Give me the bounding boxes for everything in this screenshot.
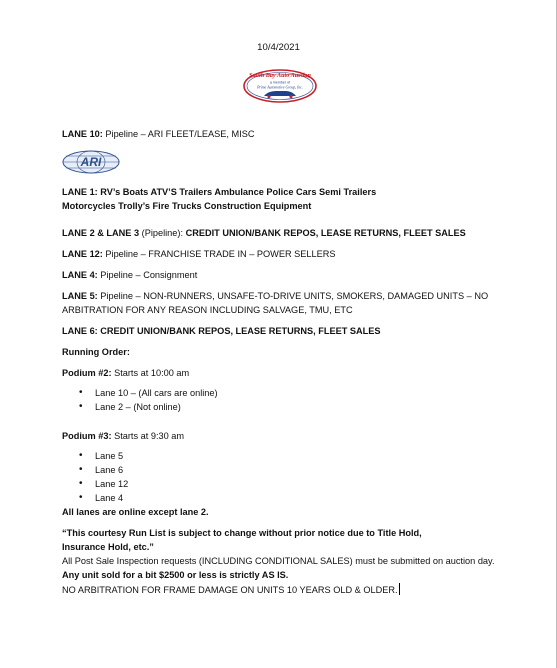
podium-2-item: • Lane 2 – (Not online) <box>95 401 181 413</box>
ari-logo <box>62 150 120 174</box>
podium-3-item: • Lane 6 <box>95 464 123 476</box>
podium-2-line: Podium #2: Starts at 10:00 am <box>62 368 190 378</box>
lane-1-line-1: LANE 1: RV’s Boats ATV’S Trailers Ambulance Police Cars Semi Trailers <box>62 187 377 197</box>
svg-text:a member of: a member of <box>269 80 291 85</box>
podium-3-line: Podium #3: Starts at 9:30 am <box>62 431 185 441</box>
svg-text:South Bay Auto Auction: South Bay Auto Auction <box>249 72 311 79</box>
lane-12-line: LANE 12: Pipeline – FRANCHISE TRADE IN – POWER SELLERS <box>62 249 336 259</box>
lane-4-line: LANE 4: Pipeline – Consignment <box>62 270 198 280</box>
courtesy-notice-line-1: “This courtesy Run List is subject to change without prior notice due to Title Hold, <box>62 528 422 538</box>
lane-10-line: LANE 10: Pipeline – ARI FLEET/LEASE, MISC <box>62 129 255 139</box>
podium-3-item: • Lane 12 <box>95 478 128 490</box>
document-date: 10/4/2021 <box>257 42 300 53</box>
lane-5-line-2: ARBITRATION FOR ANY REASON INCLUDING SALVAGE, TMU, ETC <box>62 305 353 315</box>
svg-text:ARI: ARI <box>80 155 102 169</box>
lane-1-line-2: Motorcycles Trolly’s Fire Trucks Construction Equipment <box>62 201 312 211</box>
all-lanes-online-note: All lanes are online except lane 2. <box>62 507 209 517</box>
podium-2-item: • Lane 10 – (All cars are online) <box>95 387 218 399</box>
svg-text:Prime Automotive Group, Inc.: Prime Automotive Group, Inc. <box>257 85 303 90</box>
podium-3-item: • Lane 4 <box>95 492 123 504</box>
text-cursor <box>399 583 400 595</box>
lane-5-line-1: LANE 5: Pipeline – NON-RUNNERS, UNSAFE-TO-DRIVE UNITS, SMOKERS, DAMAGED UNITS – NO <box>62 291 489 301</box>
lane-2-3-line: LANE 2 & LANE 3 (Pipeline): CREDIT UNION/BANK REPOS, LEASE RETURNS, FLEET SALES <box>62 228 466 238</box>
no-arbitration-note: NO ARBITRATION FOR FRAME DAMAGE ON UNITS 10 YEARS OLD & OLDER. <box>62 585 398 595</box>
post-sale-inspection-note: All Post Sale Inspection requests (INCLUDING CONDITIONAL SALES) must be submitted on auction day. <box>62 556 495 566</box>
south-bay-auto-auction-logo <box>242 68 318 104</box>
lane-6-line: LANE 6: CREDIT UNION/BANK REPOS, LEASE RETURNS, FLEET SALES <box>62 326 381 336</box>
podium-3-item: • Lane 5 <box>95 450 123 462</box>
running-order-heading: Running Order: <box>62 347 130 357</box>
as-is-note: Any unit sold for a bit $2500 or less is strictly AS IS. <box>62 570 289 580</box>
courtesy-notice-line-2: Insurance Hold, etc.” <box>62 542 154 552</box>
